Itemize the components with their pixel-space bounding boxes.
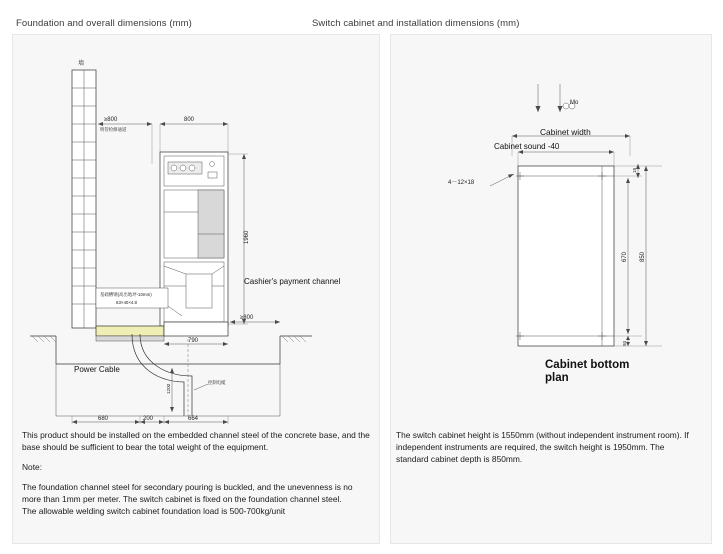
plan-title-label: Cabinet bottom plan (545, 359, 630, 385)
left-note-1: This product should be installed on the embedded channel steel of the concrete base, and the base should be sufficient to bear the total weight of the equipment. (22, 430, 370, 452)
clearance-label: ≥800 (104, 117, 118, 123)
dim-680-label: 680 (98, 416, 109, 422)
wall-brick-column (72, 70, 96, 328)
left-note-3: The allowable welding switch cabinet foundation load is 500-700kg/unit (22, 505, 286, 516)
left-note-2: The foundation channel steel for secondary pouring is buckled, and the unevenness is no more than 1mm per meter. The switch cabinet is fixed on the foundation channel steel. (22, 481, 353, 504)
view-direction-arrows (535, 84, 575, 112)
left-note-heading: Note: (22, 461, 43, 472)
dim-664-label: 664 (188, 416, 199, 422)
foundation-elevation-drawing (12, 34, 378, 426)
cabinet-sound-dimension (518, 150, 614, 166)
hole-spec-leader (490, 174, 514, 186)
lower-clearance-dimension (230, 320, 280, 324)
plan-outline (518, 166, 614, 346)
cabinet-width-label: 800 (184, 117, 195, 123)
base-channel-spec: 63×40×4.8 (116, 300, 137, 305)
cabinet-width-dimension (160, 122, 228, 152)
lower-clearance-label: ≥800 (240, 315, 254, 321)
depth-790-label: 790 (188, 338, 199, 344)
dim-850-label: 850 (640, 251, 646, 262)
dim-18-label: 18 (632, 167, 637, 173)
clearance-label-cn: 明管检修通道 (100, 127, 127, 132)
dim-200-label: 200 (143, 416, 154, 422)
control-cable-callout (194, 384, 208, 390)
cabinet-sound-label: Cabinet sound -40 (494, 142, 560, 151)
control-cable-label-cn: 控制电缆 (208, 380, 226, 385)
cashier-channel-label: Cashier's payment channel (244, 277, 341, 286)
dim-93-label: 93 (622, 340, 627, 346)
cable-conduit (132, 334, 192, 416)
cabinet-bottom-plan-drawing (390, 34, 710, 426)
cabinet-width-label-right: Cabinet width (540, 127, 591, 137)
cabinet-height-label: 1960 (244, 230, 250, 244)
dim-1200-label: 1200 (166, 383, 171, 394)
right-notes (396, 430, 696, 466)
cabinet-outline (160, 152, 228, 326)
wall-label: 墙 (78, 61, 85, 67)
hole-spec-label: 4－12×18 (448, 180, 475, 186)
power-cable-label: Power Cable (74, 365, 120, 374)
left-panel-title: Foundation and overall dimensions (mm) (16, 18, 192, 29)
base-channel-label-cn: 基础槽钢(高出地坪-10mm) (100, 292, 152, 297)
right-panel-title: Switch cabinet and installation dimensions (mm) (312, 18, 520, 29)
left-notes (22, 430, 370, 518)
right-note-1: The switch cabinet height is 1550mm (without independent instrument room). If independent instruments are required, the switch height is 1950mm. The standard cabinet depth is 850mm. (396, 430, 689, 464)
dim-670-label: 670 (622, 251, 628, 262)
top-mark-label: Mo (570, 100, 579, 106)
